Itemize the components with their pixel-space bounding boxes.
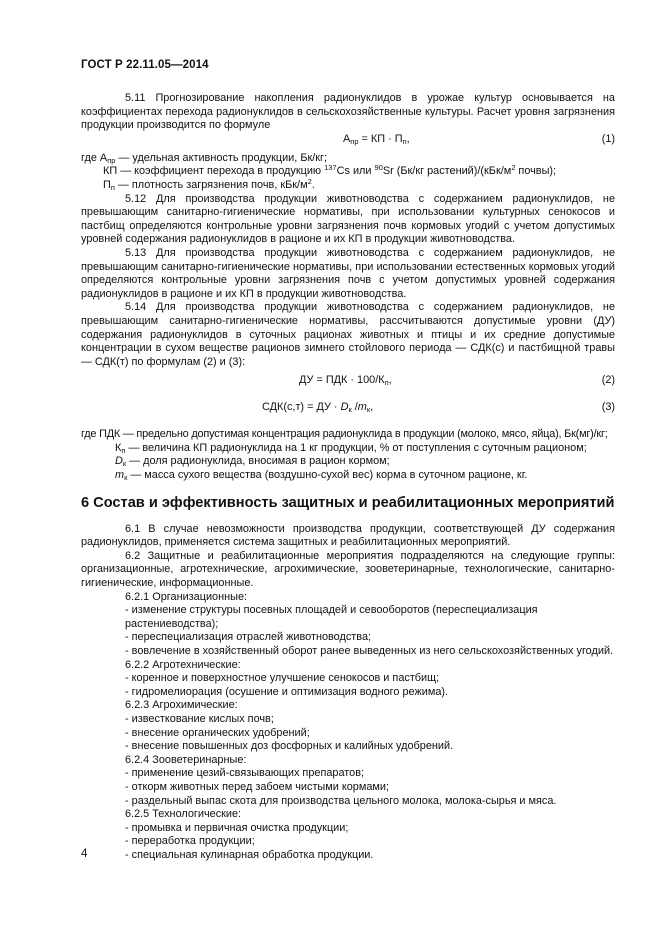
list-item: - внесение повышенных доз фосфорных и калийных удобрений.	[125, 740, 454, 753]
list-item: - специальная кулинарная обработка продукции.	[125, 848, 374, 861]
where-block-2: где ПДК — предельно допустимая концентрация радионуклида в продукции (молоко, мясо, яйца), Бк(мг)/кг; Кп — величина КП радионуклида на 1 кг продукции, % от поступления с суточным рационом; Dк — доля радионуклида, вносимая в рацион кормом; mк — масса сухого вещества (воздушно-сухой вес) корма в суточном рационе, кг.	[81, 428, 608, 483]
formula-3-number: (3)	[601, 401, 615, 414]
paragraph-6-2: 6.2 Защитные и реабилитационные мероприятия подразделяются на следующие группы: организационные, агротехнические, агрохимические, зооветеринарные, технологические, санитарно-гигиенические, информационные.	[81, 549, 615, 590]
list-item: 6.2.5 Технологические:	[125, 808, 242, 821]
document-header: ГОСТ Р 22.11.05—2014	[81, 59, 209, 71]
list-item: 6.2.4 Зооветеринарные:	[125, 753, 247, 766]
paragraph-5-11: 5.11 Прогнозирование накопления радионуклидов в урожае культур основывается на коэффициентах перехода радионуклидов в сельскохозяйственные культуры. Расчет уровня загрязнения продукции производится по формуле	[81, 92, 615, 132]
formula-3: СДК(с,т) = ДУ · Dк /mк, (3)	[262, 401, 615, 415]
formula-1-number: (1)	[601, 132, 615, 145]
where-block-1: где Апр — удельная активность продукции, Бк/кг; КП — коэффициент перехода в продукцию $^{137}$Cs или $^{90}$Sr (Бк/кг $растений)/(кБк/м^2$ почвы); Пп — плотность загрязнения почв, кБк/$м^2$.	[81, 151, 557, 192]
list-item: - вовлечение в хозяйственный оборот ранее выведенных из него сельскохозяйственных угодий.	[125, 645, 614, 657]
list-item: - раздельный выпас скота для производства цельного молока, молока-сырья и мяса.	[125, 794, 557, 807]
list-item: - внесение органических удобрений;	[125, 726, 310, 739]
section-6-title: 6 Состав и эффективность защитных и реабилитационных мероприятий	[81, 494, 615, 511]
list-item: - изменение структуры посевных площадей и севооборотов (переспециализация растениеводства);	[125, 604, 538, 630]
list-item: 6.2.1 Организационные:	[125, 590, 248, 603]
list-item: - откорм животных перед забоем чистыми кормами;	[125, 780, 390, 793]
page-number: 4	[81, 848, 88, 860]
list-item: - коренное и поверхностное улучшение сенокосов и пастбищ;	[125, 672, 440, 685]
page-content	[81, 92, 615, 863]
list-item: - гидромелиорация (осушение и оптимизация водного режима).	[125, 685, 449, 698]
list-item: 6.2.2 Агротехнические:	[125, 658, 241, 671]
list-item: - применение цезий-связывающих препаратов;	[125, 767, 365, 780]
formula-2: ДУ = ПДК · 100/Кп, (2)	[299, 374, 615, 388]
list-item: - известкование кислых почв;	[125, 712, 274, 725]
formula-2-number: (2)	[601, 374, 615, 387]
list-item: 6.2.3 Агрохимические:	[125, 699, 238, 712]
list-item: - переработка продукции;	[125, 835, 255, 848]
list-item: - переспециализация отраслей животноводства;	[125, 631, 372, 644]
paragraph-5-12: 5.12 Для производства продукции животноводства с содержанием радионуклидов, не превышающим санитарно-гигиенические нормативы, при использовании культурных сенокосов и пастбищ определяются контрольные уровни загрязнения почв кормовых угодий с учетом допустимых уровней содержания радионуклидов в рационе и их КП в продукции животноводства.	[81, 192, 615, 246]
list-item: - промывка и первичная очистка продукции;	[125, 821, 349, 834]
measures-list	[81, 591, 615, 863]
formula-1: Апр = КП · Пп, (1)	[343, 132, 615, 146]
paragraph-6-1: 6.1 В случае невозможности производства продукции, соответствующей ДУ содержания радионуклидов, применяется система защитных и реабилитационных мероприятий.	[81, 522, 615, 549]
paragraph-5-13: 5.13 Для производства продукции животноводства с содержанием радионуклидов, не превышающим санитарно-гигиенические нормативы, при использовании естественных кормовых угодий определяются контрольные уровни загрязнения почв с учетом допустимых уровней содержания радионуклидов в рационе и их КП в продукции животноводства.	[81, 246, 615, 300]
paragraph-5-14: 5.14 Для производства продукции животноводства с содержанием радионуклидов, не превышающим санитарно-гигиенические нормативы, рассчитываются допустимые уровни (ДУ) содержания радионуклидов в суточных рационах животных и птицы и их средние допустимые концентрации в сухом веществе рационов зимнего стойлового периода — СДК(с) и пастбищной травы — СДК(т) по формулам (2) и (3):	[81, 301, 615, 368]
